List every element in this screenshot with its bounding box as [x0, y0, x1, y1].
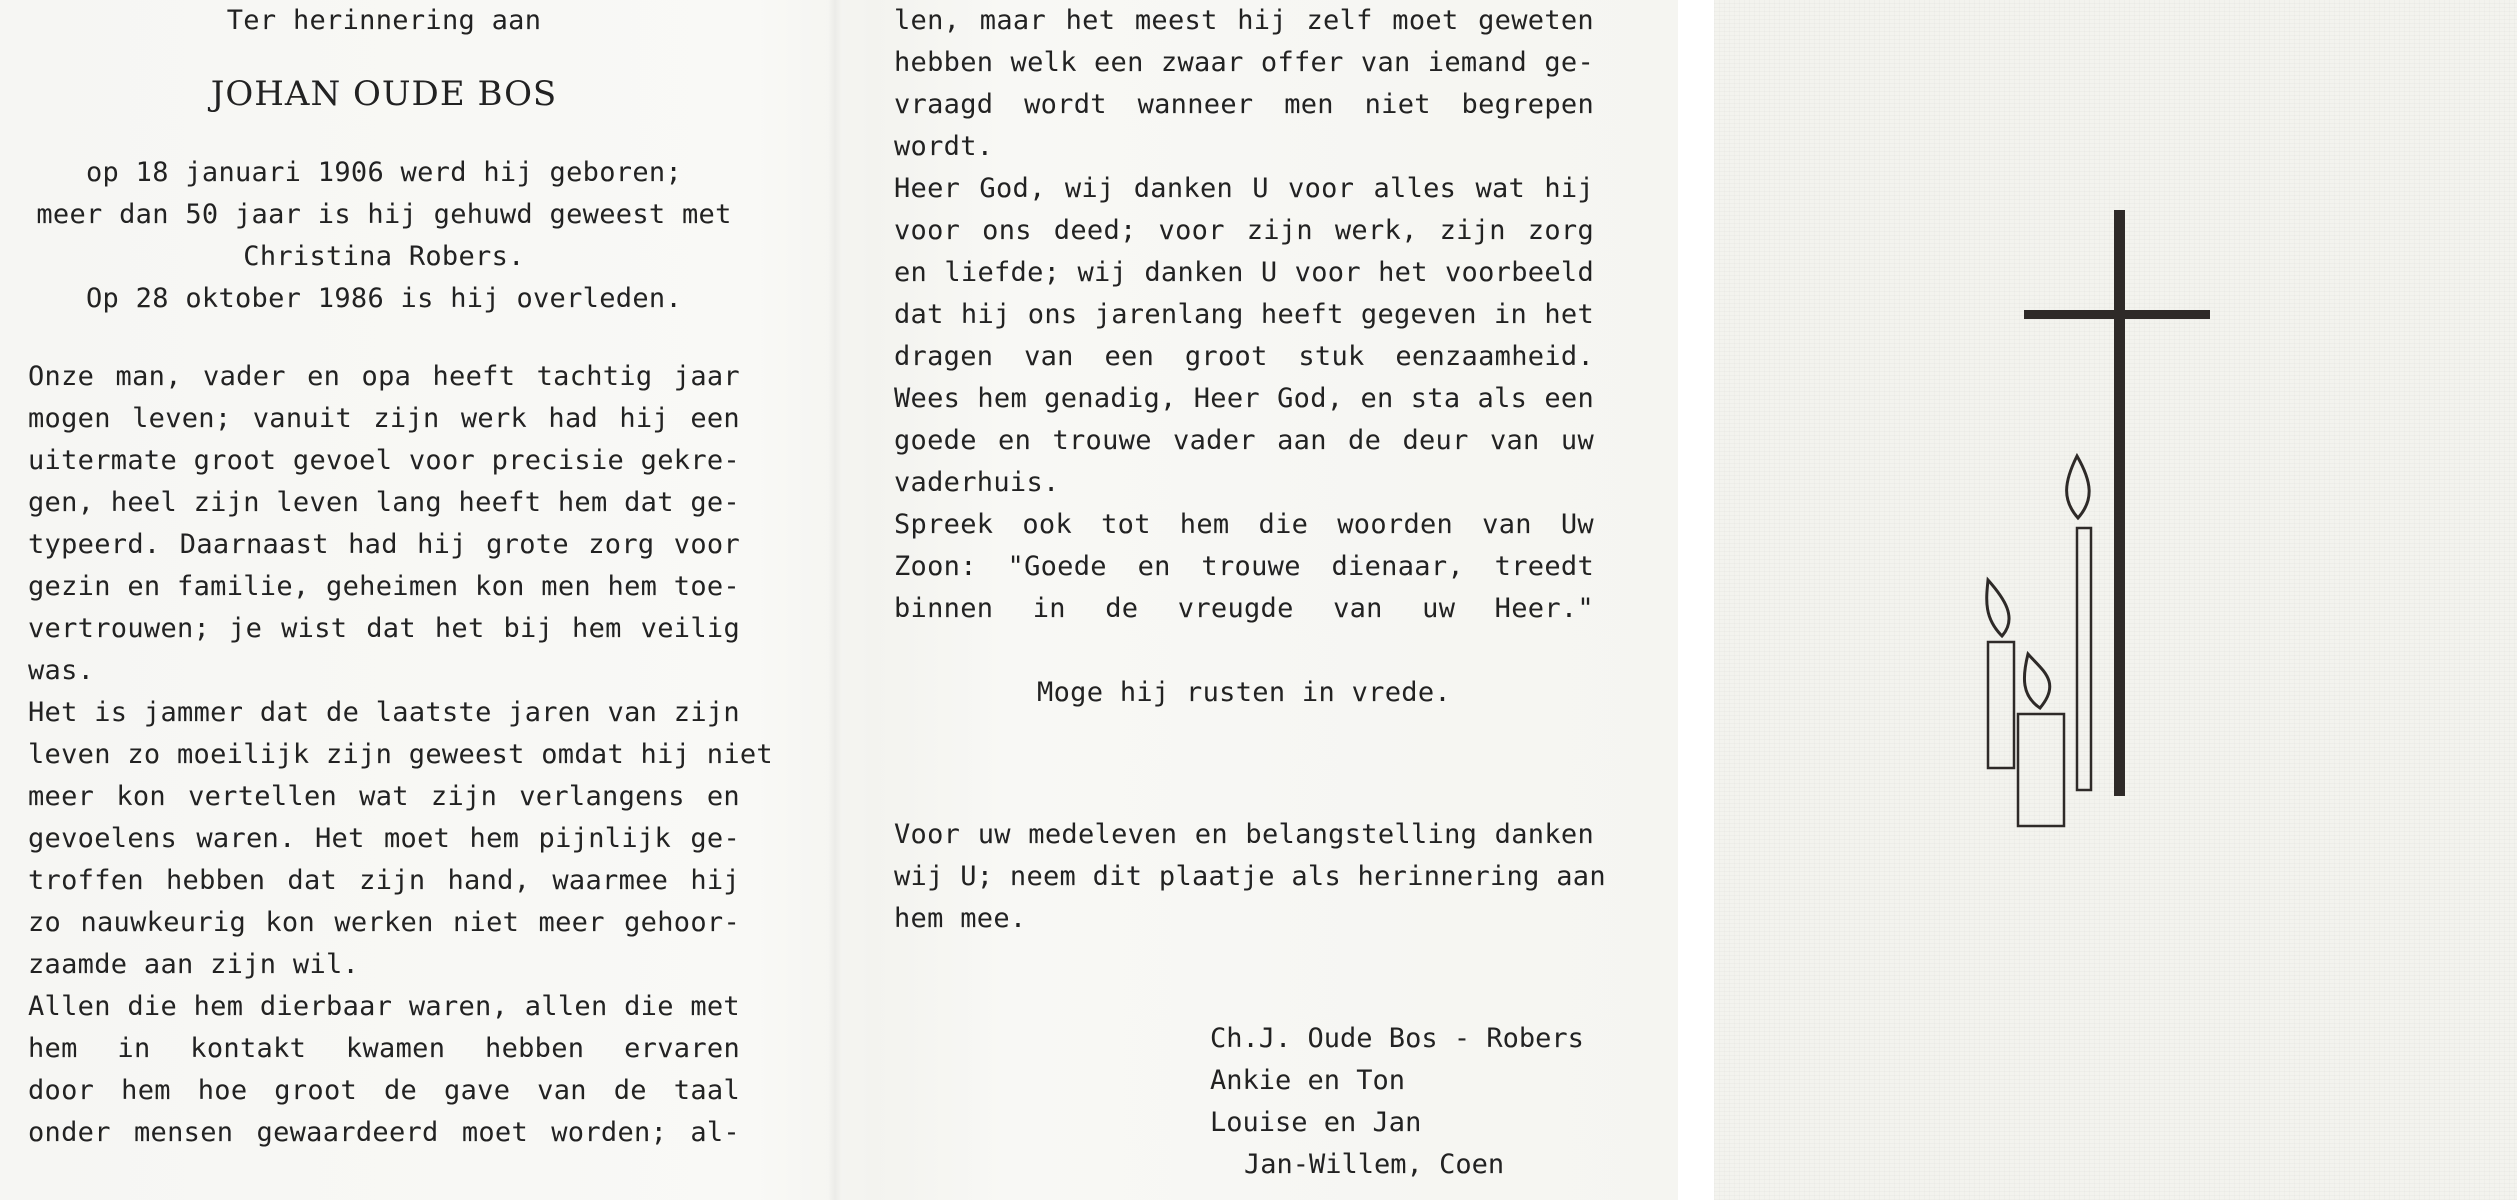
body-line: vaderhuis.	[894, 467, 1060, 498]
body-line: door hem hoe groot de gave van de taal	[28, 1075, 740, 1106]
bio-line: Christina Robers.	[243, 241, 525, 272]
body-line: vertrouwen; je wist dat het bij hem veilig	[28, 613, 740, 644]
bio-line: op 18 januari 1906 werd hij geboren;	[86, 157, 682, 188]
cross-icon	[2024, 210, 2210, 796]
body-line: goede en trouwe vader aan de deur van uw	[894, 425, 1594, 456]
body-line: hem in kontakt kwamen hebben ervaren	[28, 1033, 740, 1064]
body-line: voor ons deed; voor zijn werk, zijn zorg	[894, 215, 1594, 246]
body-line: Allen die hem dierbaar waren, allen die met	[28, 991, 740, 1022]
body-line: wordt.	[894, 131, 994, 162]
body-line: binnen in de vreugde van uw Heer."	[894, 593, 1594, 624]
heading: Ter herinnering aan	[226, 5, 542, 36]
thanks-line: hem mee.	[894, 903, 1027, 934]
body-line: uitermate groot gevoel voor precisie gekre-	[28, 445, 740, 476]
body-line: was.	[28, 655, 95, 686]
body-line: meer kon vertellen wat zijn verlangens en	[28, 781, 740, 812]
signer: Louise en Jan	[1210, 1107, 1422, 1138]
middle-column	[894, 0, 1606, 940]
body-line: en liefde; wij danken U voor het voorbeeld	[894, 257, 1594, 288]
body-line: hebben welk een zwaar offer van iemand ge-	[894, 47, 1594, 78]
signers-block	[1210, 1018, 1584, 1186]
body-line: gezin en familie, geheimen kon men hem toe-	[28, 571, 740, 602]
rest-in-peace-line: Moge hij rusten in vrede.	[1037, 677, 1451, 708]
deceased-name: JOHAN OUDE BOS	[210, 74, 558, 114]
body-line: Heer God, wij danken U voor alles wat hij	[894, 173, 1594, 204]
body-line: gevoelens waren. Het moet hem pijnlijk ge-	[28, 823, 740, 854]
left-candle-icon	[1987, 580, 2014, 768]
body-line: onder mensen gewaardeerd moet worden; al-	[28, 1117, 740, 1148]
tall-candle-icon	[2067, 456, 2091, 790]
signer: Ch.J. Oude Bos - Robers	[1210, 1023, 1584, 1054]
signer: Jan-Willem, Coen	[1244, 1149, 1505, 1180]
body-line: Het is jammer dat de laatste jaren van zijn	[28, 697, 740, 728]
body-line: Onze man, vader en opa heeft tachtig jaar	[28, 361, 740, 392]
body-line: Spreek ook tot hem die woorden van Uw	[894, 509, 1594, 540]
sheet-gap	[1678, 0, 1714, 1200]
bio-line: Op 28 oktober 1986 is hij overleden.	[86, 283, 682, 314]
body-line: typeerd. Daarnaast had hij grote zorg voor	[28, 529, 740, 560]
body-line: leven zo moeilijk zijn geweest omdat hij niet	[28, 739, 773, 770]
body-line: troffen hebben dat zijn hand, waarmee hij	[28, 865, 740, 896]
body-line: len, maar het meest hij zelf moet geweten	[894, 5, 1594, 36]
body-line: Zoon: "Goede en trouwe dienaar, treedt	[894, 551, 1594, 582]
body-line: Wees hem genadig, Heer God, en sta als een	[894, 383, 1594, 414]
left-column	[28, 0, 773, 1154]
body-line: zaamde aan zijn wil.	[28, 949, 360, 980]
body-line: zo nauwkeurig kon werken niet meer gehoor-	[28, 907, 740, 938]
body-line: vraagd wordt wanneer men niet begrepen	[894, 89, 1594, 120]
short-candle-icon	[2018, 654, 2064, 826]
signer: Ankie en Ton	[1210, 1065, 1406, 1096]
bio-line: meer dan 50 jaar is hij gehuwd geweest met	[36, 199, 732, 230]
card-fold	[828, 0, 842, 1200]
body-line: mogen leven; vanuit zijn werk had hij een	[28, 403, 740, 434]
thanks-line: wij U; neem dit plaatje als herinnering aan	[894, 861, 1606, 892]
body-line: dat hij ons jarenlang heeft gegeven in het	[894, 299, 1594, 330]
body-line: dragen van een groot stuk eenzaamheid.	[894, 341, 1594, 372]
cross-with-candles-icon	[1960, 200, 2240, 840]
thanks-line: Voor uw medeleven en belangstelling danken	[894, 819, 1594, 850]
body-line: gen, heel zijn leven lang heeft hem dat ge-	[28, 487, 740, 518]
